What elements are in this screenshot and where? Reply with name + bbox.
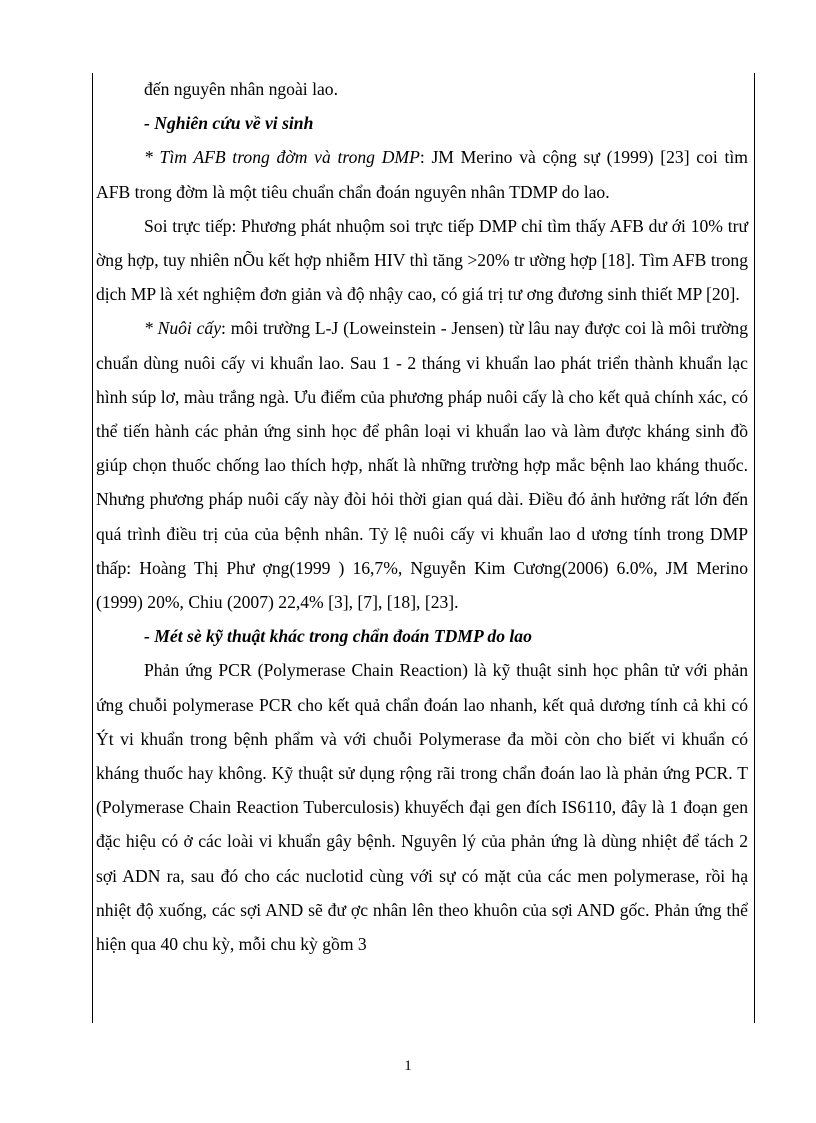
left-border-line: [92, 73, 93, 1023]
paragraph-direct-smear: Soi trực tiếp: Phương phát nhuộm soi trực tiếp DMP chỉ tìm thấy AFB dư ới 10% trư ờng hợp, tuy nhiên nÕu kết hợp nhiễm HIV thì tăng >20% tr ường hợp [18]. Tìm AFB trong dịch MP là xét nghiệm đơn giản và độ nhậy cao, có giá trị tư ơng đương sinh thiết MP [20].: [96, 215, 748, 305]
document-body: [96, 72, 748, 961]
section-heading-other-techniques: - Mét sè kỹ thuật khác trong chẩn đoán TDMP do lao: [144, 626, 532, 647]
paragraph-pcr: Phản ứng PCR (Polymerase Chain Reaction) là kỹ thuật sinh học phân tử với phản ứng chuỗi polymerase PCR cho kết quả chẩn đoán lao nhanh, kết quả dương tính cả khi có Ýt vi khuẩn trong bệnh phẩm và với chuỗi Polymerase đa mồi còn cho biết vi khuẩn có kháng thuốc hay không. Kỹ thuật sử dụng rộng rãi trong chẩn đoán lao là phản ứng PCR. T (Polymerase Chain Reaction Tuberculosis) khuyếch đại gen đích IS6110, đây là 1 đoạn gen đặc hiệu có ở các loài vi khuẩn gây bệnh. Nguyên lý của phản ứng là dùng nhiệt để tách 2 sợi ADN ra, sau đó cho các nuclotid cùng với sự có mặt của các men polymerase, rồi hạ nhiệt độ xuống, các sợi AND sẽ đư ợc nhân lên theo khuôn của sợi AND gốc. Phản ứng thể hiện qua 40 chu kỳ, mỗi chu kỳ gồm 3: [96, 660, 748, 955]
right-border-line: [754, 73, 755, 1023]
section-heading-microbiology: - Nghiên cứu về vi sinh: [144, 113, 314, 134]
culture-text: : môi trường L-J (Loweinstein - Jensen) từ lâu nay được coi là môi trường chuẩn dùng nuôi cấy vi khuẩn lao. Sau 1 - 2 tháng vi khuẩn lao phát triển thành khuẩn lạc hình súp lơ, màu trắng ngà. Ưu điểm của phương pháp nuôi cấy là cho kết quả chính xác, có thể tiến hành các phản ứng sinh học để phân loại vi khuẩn lao và làm được kháng sinh đồ giúp chọn thuốc chống lao thích hợp, nhất là những trường hợp mắc bệnh lao kháng thuốc. Nhưng phương pháp nuôi cấy này đòi hỏi thời gian quá dài. Điều đó ảnh hưởng rất lớn đến quá trình điều trị của của bệnh nhân. Tỷ lệ nuôi cấy vi khuẩn lao d ương tính trong DMP thấp: Hoàng Thị Phư ợng(1999 ) 16,7%, Nguyễn Kim Cương(2006) 6.0%, JM Merino (1999) 20%, Chiu (2007) 22,4% [3], [7], [18], [23].: [96, 318, 748, 613]
paragraph-afb-search: [96, 140, 748, 208]
afb-search-label: * Tìm AFB trong đờm và trong DMP: [144, 147, 420, 168]
paragraph-continuation: đến nguyên nhân ngoài lao.: [144, 79, 338, 99]
paragraph-culture: [96, 311, 748, 619]
afb-search-text: : JM Merino và cộng sự (1999) [23] coi tìm AFB trong đờm là một tiêu chuẩn chẩn đoán nguyên nhân TDMP do lao.: [96, 147, 748, 202]
page-number: 1: [404, 1058, 412, 1074]
culture-label: * Nuôi cấy: [144, 318, 222, 339]
